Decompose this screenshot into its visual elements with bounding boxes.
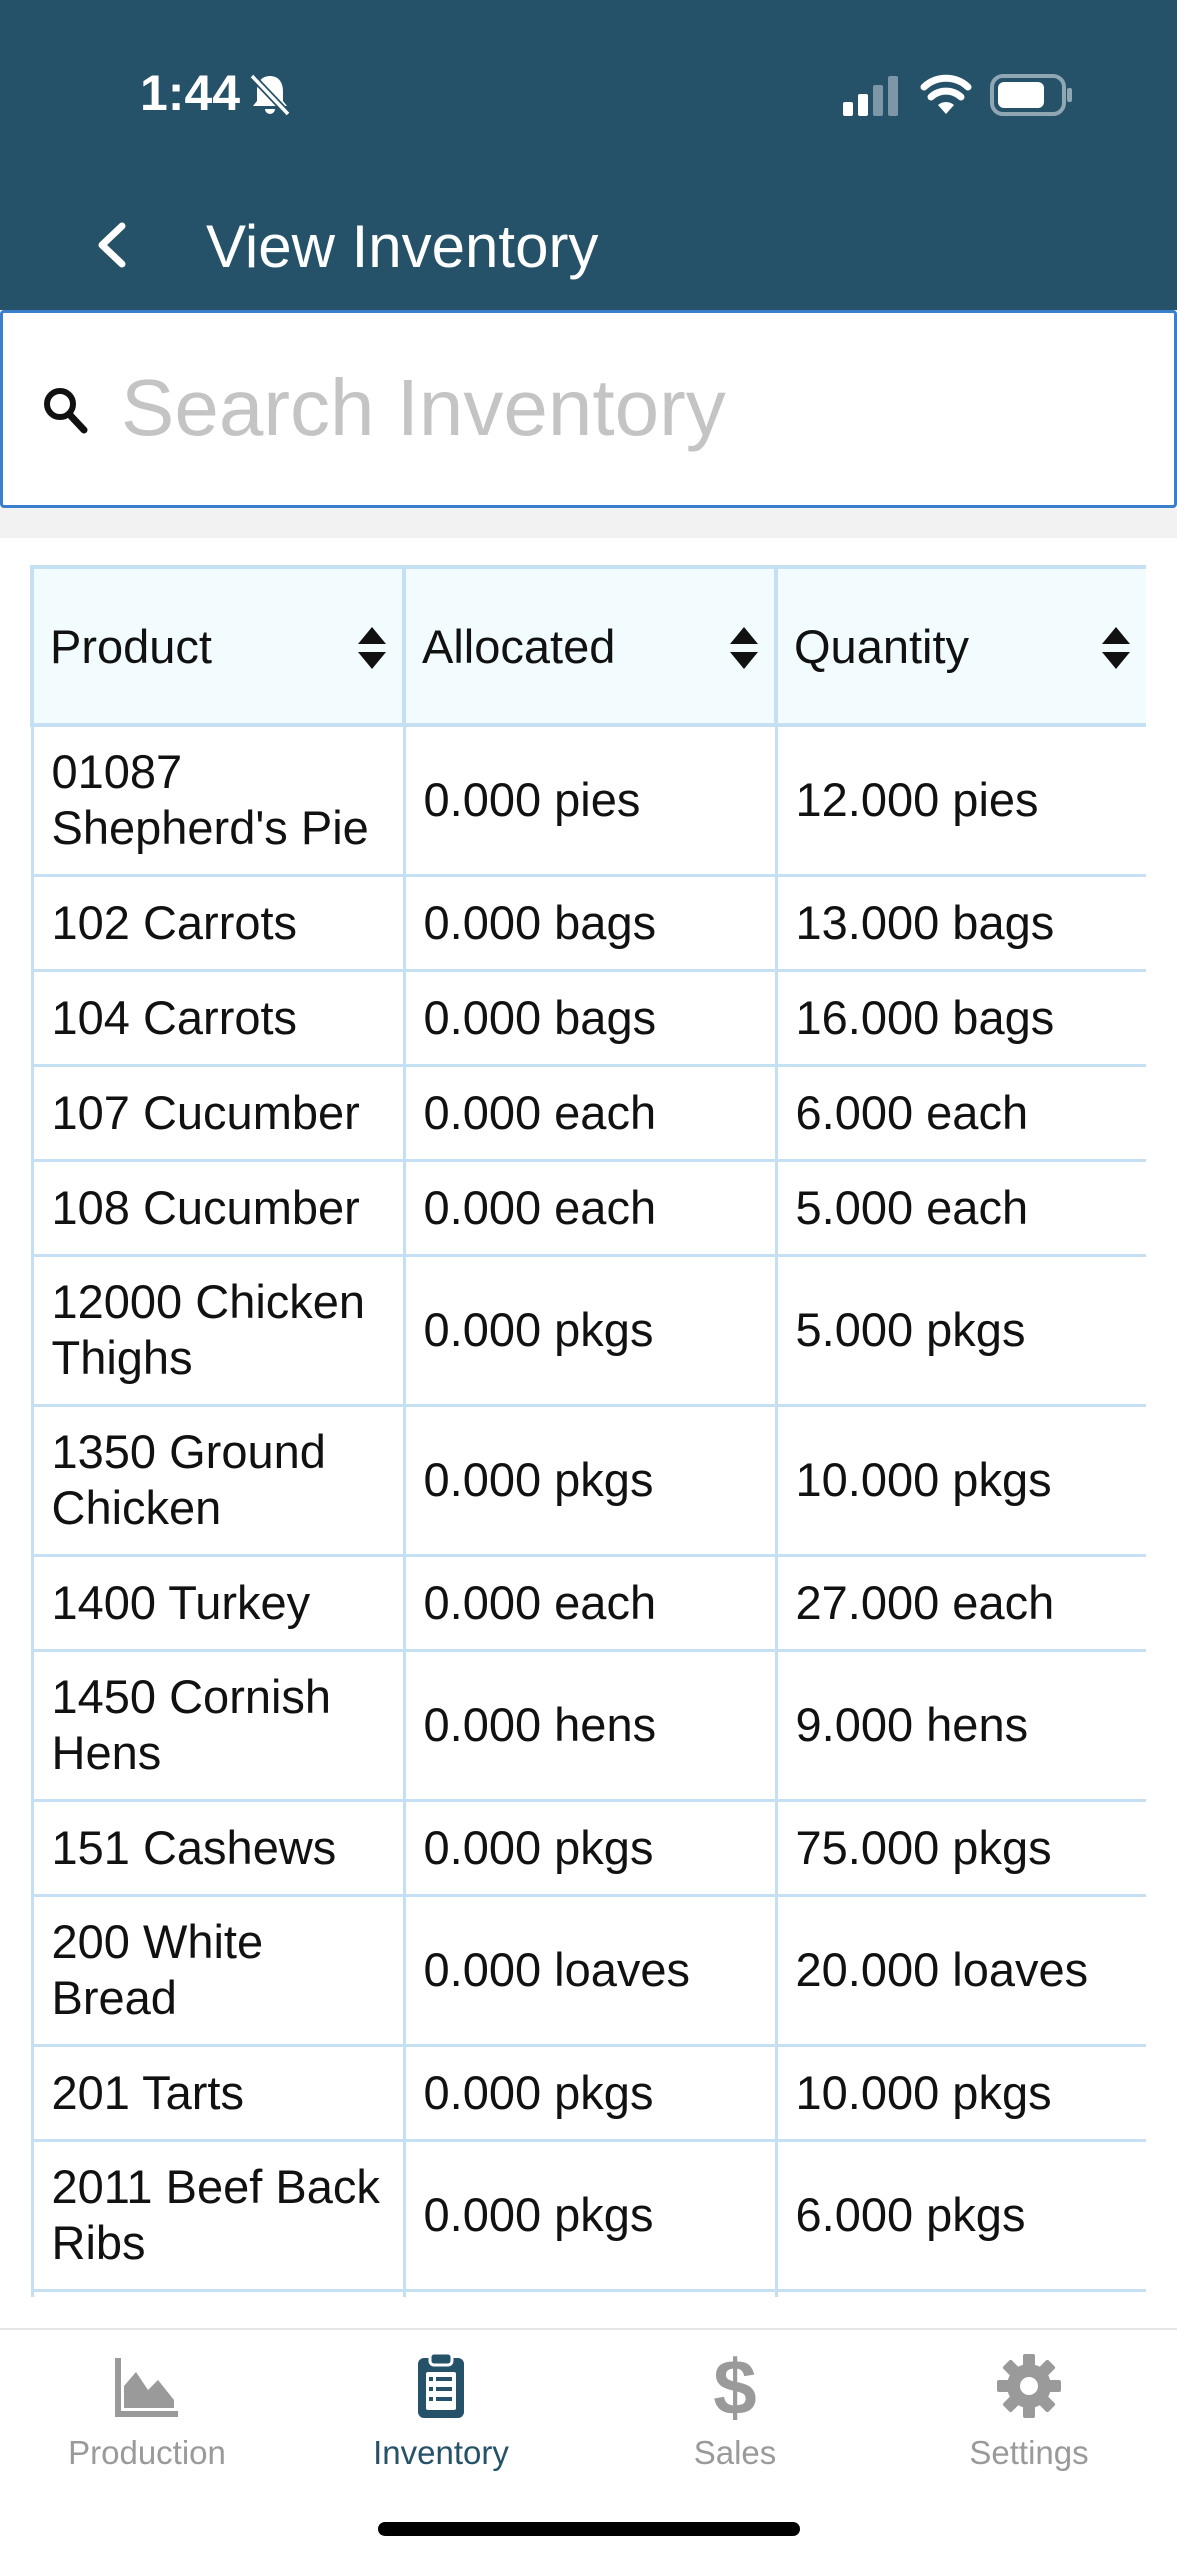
area-chart-icon — [112, 2350, 182, 2422]
sort-icon — [728, 625, 760, 671]
tab-label: Sales — [693, 2434, 777, 2471]
search-icon — [41, 385, 89, 435]
cell-quantity: 16.000 bags — [776, 970, 1146, 1065]
table-row[interactable] — [32, 1065, 1146, 1160]
cell-product: 108 Cucumber — [32, 1160, 404, 1255]
dollar-icon — [700, 2350, 770, 2422]
page-title: View Inventory — [206, 213, 599, 280]
cell-product: 102 Carrots — [32, 875, 404, 970]
table-row[interactable] — [32, 725, 1146, 875]
home-indicator[interactable] — [378, 2522, 800, 2536]
cell-product: 01087 Shepherd's Pie — [32, 725, 404, 875]
cell-product: 1450 Cornish Hens — [32, 1650, 404, 1800]
cell-quantity: 13.000 bags — [776, 875, 1146, 970]
cell-product: 12000 Chicken Thighs — [32, 1255, 404, 1405]
table-row[interactable] — [32, 970, 1146, 1065]
table-row[interactable] — [32, 1555, 1146, 1650]
tab-production[interactable] — [0, 2330, 294, 2480]
cell-product: 107 Cucumber — [32, 1065, 404, 1160]
clipboard-icon — [406, 2350, 476, 2422]
cell-allocated: 0.000 loaves — [404, 1895, 776, 2045]
app-header — [0, 0, 1177, 310]
cell-quantity — [776, 2290, 1146, 2297]
cell-quantity: 10.000 pkgs — [776, 1405, 1146, 1555]
column-header-quantity[interactable] — [776, 567, 1146, 725]
cell-product: 104 Carrots — [32, 970, 404, 1065]
cell-quantity: 75.000 pkgs — [776, 1800, 1146, 1895]
cell-quantity: 20.000 loaves — [776, 1895, 1146, 2045]
cell-quantity: 5.000 pkgs — [776, 1255, 1146, 1405]
cell-allocated — [404, 2290, 776, 2297]
back-chevron-icon[interactable] — [84, 210, 144, 280]
tab-label: Inventory — [373, 2434, 509, 2471]
cell-allocated: 0.000 bags — [404, 875, 776, 970]
tab-settings[interactable] — [882, 2330, 1176, 2480]
cell-product: 1350 Ground Chicken — [32, 1405, 404, 1555]
cell-allocated: 0.000 pkgs — [404, 2045, 776, 2140]
cell-allocated: 0.000 bags — [404, 970, 776, 1065]
table-row[interactable] — [32, 2290, 1146, 2297]
svg-text:$: $ — [713, 2350, 757, 2422]
table-row[interactable] — [32, 1800, 1146, 1895]
cell-product: 201 Tarts — [32, 2045, 404, 2140]
sort-icon — [356, 625, 388, 671]
cell-quantity: 6.000 pkgs — [776, 2140, 1146, 2290]
cell-product — [32, 2290, 404, 2297]
table-row[interactable] — [32, 1650, 1146, 1800]
cell-product: 151 Cashews — [32, 1800, 404, 1895]
cell-allocated: 0.000 each — [404, 1065, 776, 1160]
gear-icon — [994, 2350, 1064, 2422]
inventory-table-container[interactable] — [30, 565, 1146, 2297]
cell-allocated: 0.000 pkgs — [404, 1255, 776, 1405]
cell-quantity: 5.000 each — [776, 1160, 1146, 1255]
column-header-product[interactable] — [32, 567, 404, 725]
cell-allocated: 0.000 hens — [404, 1650, 776, 1800]
cell-allocated: 0.000 each — [404, 1555, 776, 1650]
cell-product: 200 White Bread — [32, 1895, 404, 2045]
column-header-label: Allocated — [422, 619, 616, 673]
tab-label: Production — [68, 2434, 226, 2471]
cell-allocated: 0.000 pkgs — [404, 2140, 776, 2290]
table-row[interactable] — [32, 2140, 1146, 2290]
cell-quantity: 10.000 pkgs — [776, 2045, 1146, 2140]
bell-muted-icon — [246, 70, 294, 118]
cell-quantity: 12.000 pies — [776, 725, 1146, 875]
table-row[interactable] — [32, 1255, 1146, 1405]
column-header-label: Product — [50, 619, 212, 673]
cell-product: 1400 Turkey — [32, 1555, 404, 1650]
table-row[interactable] — [32, 2045, 1146, 2140]
wifi-icon — [920, 72, 972, 116]
cell-quantity: 27.000 each — [776, 1555, 1146, 1650]
cell-allocated: 0.000 pkgs — [404, 1800, 776, 1895]
inventory-table — [30, 565, 1146, 2297]
tab-label: Settings — [969, 2434, 1089, 2471]
table-row[interactable] — [32, 1160, 1146, 1255]
cell-allocated: 0.000 pkgs — [404, 1405, 776, 1555]
search-input[interactable] — [121, 353, 1141, 463]
search-bar[interactable] — [0, 310, 1177, 508]
sort-icon — [1100, 625, 1132, 671]
tab-sales[interactable] — [588, 2330, 882, 2480]
cell-quantity: 9.000 hens — [776, 1650, 1146, 1800]
table-row[interactable] — [32, 875, 1146, 970]
cellular-signal-icon — [843, 76, 899, 116]
cell-allocated: 0.000 pies — [404, 725, 776, 875]
table-row[interactable] — [32, 1895, 1146, 2045]
column-header-allocated[interactable] — [404, 567, 776, 725]
status-time: 1:44 — [140, 65, 241, 121]
cell-quantity: 6.000 each — [776, 1065, 1146, 1160]
column-header-label: Quantity — [794, 619, 970, 673]
battery-icon — [990, 72, 1074, 118]
divider — [0, 508, 1177, 538]
cell-product: 2011 Beef Back Ribs — [32, 2140, 404, 2290]
table-row[interactable] — [32, 1405, 1146, 1555]
tab-inventory[interactable] — [294, 2330, 588, 2480]
cell-allocated: 0.000 each — [404, 1160, 776, 1255]
table-header-row — [32, 567, 1146, 725]
